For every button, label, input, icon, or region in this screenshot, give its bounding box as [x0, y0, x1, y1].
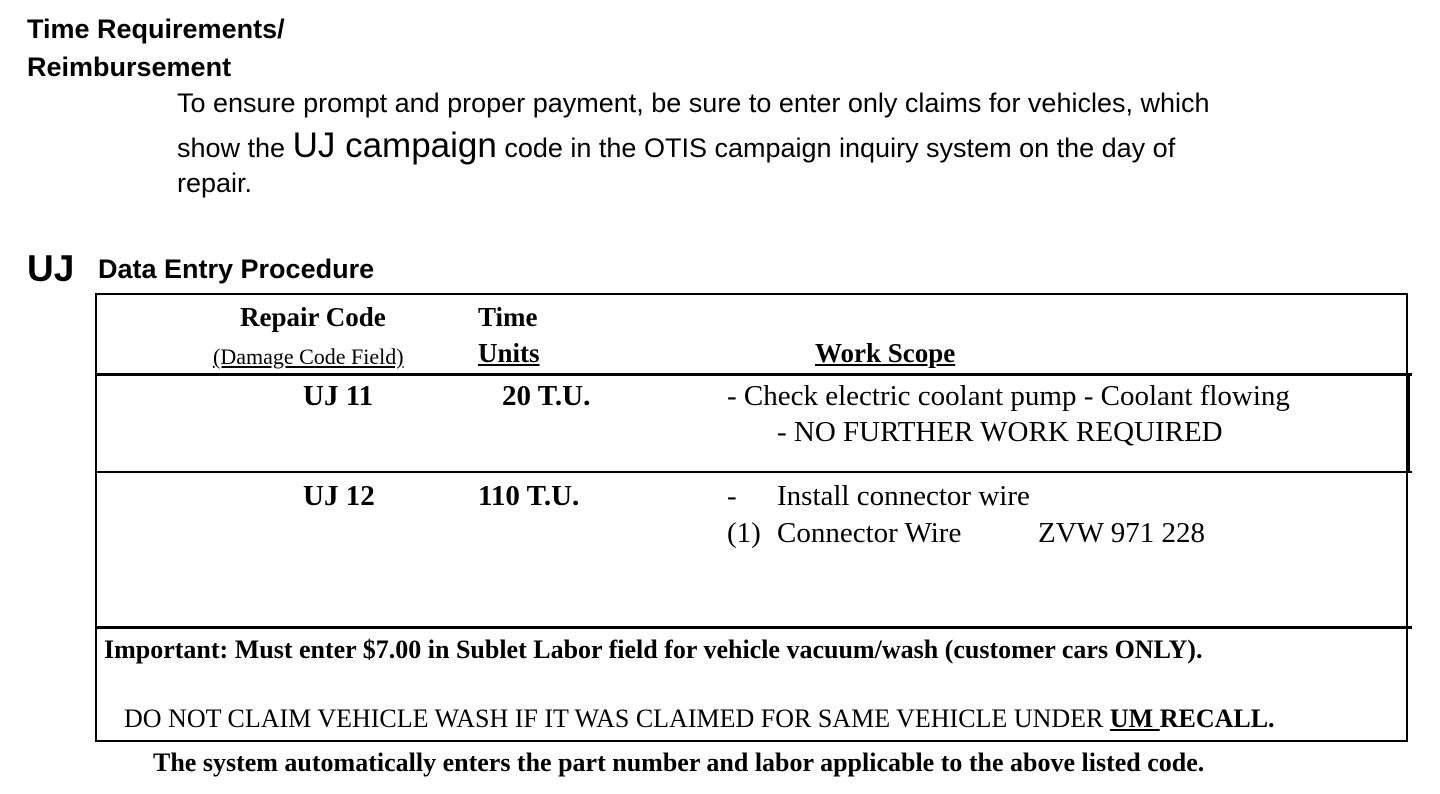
row-1-work-scope-line-2: - NO FURTHER WORK REQUIRED — [777, 416, 1223, 448]
procedure-title: Data Entry Procedure — [98, 254, 375, 284]
row-2-part-quantity: (1) — [727, 517, 761, 549]
header-damage-code-field: (Damage Code Field) — [213, 344, 404, 369]
recall-campaign-code: UM — [1109, 704, 1160, 733]
section-heading-line-1: Time Requirements/ — [27, 14, 285, 44]
paragraph-text: code in the OTIS campaign inquiry system on the day of — [496, 133, 1176, 163]
paragraph-line-2 — [177, 126, 1175, 166]
row-2-bullet-dash: - — [727, 480, 737, 512]
header-units: Units — [478, 338, 540, 368]
important-note: Important: Must enter $7.00 in Sublet Labor field for vehicle vacuum/wash (customer cars ONLY). — [104, 635, 1203, 664]
row-1-repair-code: UJ 11 — [303, 380, 374, 412]
campaign-code-emphasis: UJ campaign — [292, 126, 497, 165]
row-2-time-units: 110 T.U. — [478, 480, 580, 512]
row-1-time-units: 20 T.U. — [502, 380, 591, 412]
row-2-part-name: Connector Wire — [777, 517, 962, 549]
row-1-work-scope-line-1: - Check electric coolant pump - Coolant flowing — [727, 380, 1290, 412]
section-heading-line-2: Reimbursement — [27, 52, 232, 82]
table-border-segment — [1408, 373, 1410, 473]
row-2-part-number: ZVW 971 228 — [1038, 517, 1206, 549]
table-notes-divider — [95, 626, 1412, 629]
row-2-work-scope-line-1: Install connector wire — [777, 480, 1030, 512]
paragraph-text: show the — [177, 133, 293, 163]
recall-note — [124, 704, 1275, 734]
recall-note-text: DO NOT CLAIM VEHICLE WASH IF IT WAS CLAIMED FOR SAME VEHICLE UNDER — [124, 704, 1110, 733]
paragraph-line-1: To ensure prompt and proper payment, be sure to enter only claims for vehicles, which — [177, 88, 1210, 118]
table-row-divider — [95, 471, 1412, 473]
paragraph-line-3: repair. — [177, 168, 253, 198]
recall-word: RECALL. — [1159, 704, 1275, 733]
header-time: Time — [478, 302, 538, 332]
table-header-divider — [95, 373, 1412, 376]
row-2-repair-code: UJ 12 — [303, 480, 375, 512]
header-repair-code: Repair Code — [240, 302, 386, 332]
footer-note: The system automatically enters the part number and labor applicable to the above listed code. — [153, 748, 1205, 777]
header-work-scope: Work Scope — [815, 338, 956, 368]
procedure-code: UJ — [27, 248, 75, 289]
